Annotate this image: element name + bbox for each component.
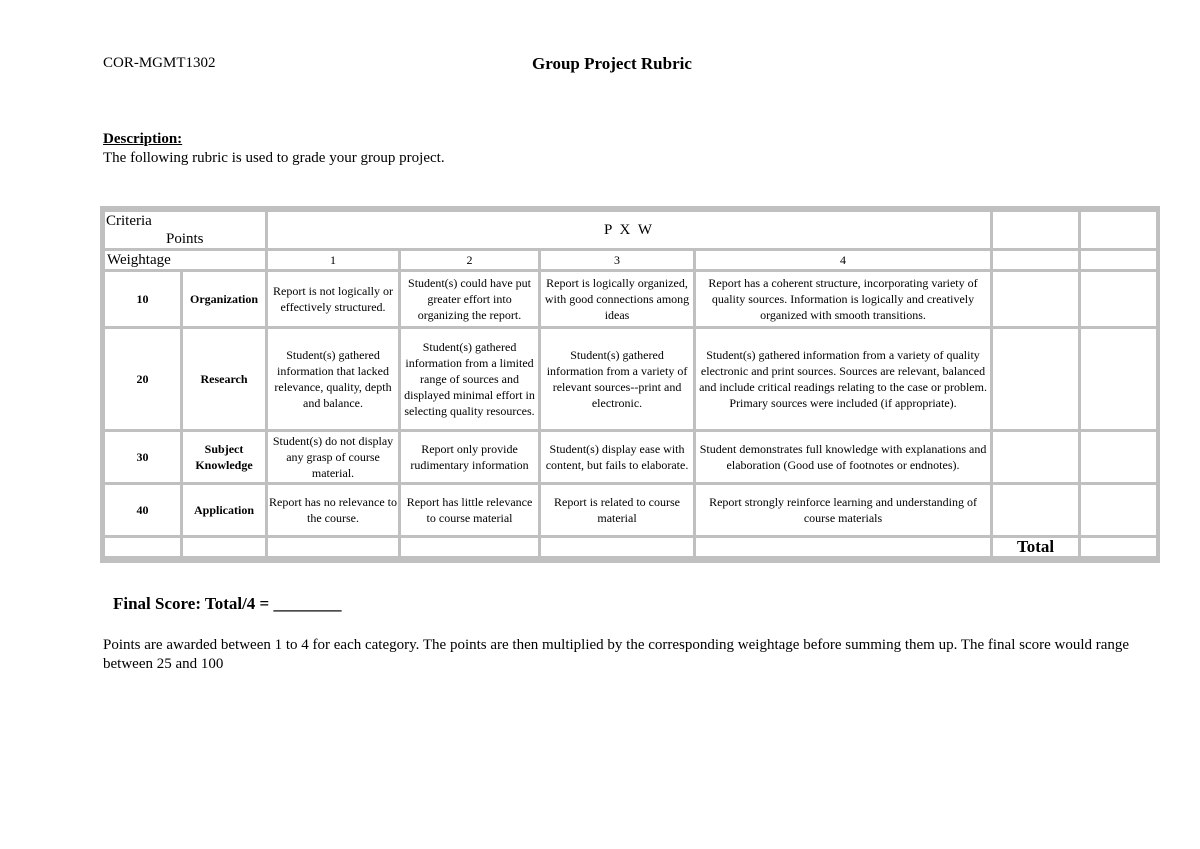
empty-cell: [399, 538, 539, 556]
point-level-3: 3: [539, 251, 694, 269]
category-label: Application: [181, 485, 266, 535]
extra-cell: [1079, 432, 1157, 482]
category-label: Subject Knowledge: [181, 432, 266, 482]
final-score: Final Score: Total/4 = ________: [113, 594, 342, 613]
extra-header-cell: [1079, 212, 1157, 248]
level-description: Report has a coherent structure, incorporating variety of quality sources. Information is logically and creatively organized with smooth transitions.: [694, 272, 991, 326]
level-description: Report is related to course material: [539, 485, 694, 535]
table-row: [103, 432, 1157, 482]
level-description: Student demonstrates full knowledge with explanations and elaboration (Good use of footnotes or endnotes).: [694, 432, 991, 482]
weightage-label: Weightage: [103, 251, 266, 269]
empty-cell: [181, 538, 266, 556]
extra-cell: [1079, 251, 1157, 269]
rubric-table-frame: [100, 206, 1160, 563]
point-level-4: 4: [694, 251, 991, 269]
level-description: Student(s) could have put greater effort into organizing the report.: [399, 272, 539, 326]
weight-value: 10: [103, 272, 181, 326]
level-description: Report only provide rudimentary information: [399, 432, 539, 482]
level-description: Student(s) gathered information that lacked relevance, quality, depth and balance.: [266, 329, 399, 429]
level-description: Report has no relevance to the course.: [266, 485, 399, 535]
table-row: [103, 485, 1157, 535]
extra-cell: [1079, 329, 1157, 429]
course-code: COR-MGMT1302: [103, 55, 216, 71]
score-cell: [991, 485, 1079, 535]
total-row: [103, 538, 1157, 556]
category-label: Organization: [181, 272, 266, 326]
level-description: Report strongly reinforce learning and understanding of course materials: [694, 485, 991, 535]
category-label: Research: [181, 329, 266, 429]
score-cell: [991, 251, 1079, 269]
score-cell: [991, 329, 1079, 429]
description-text: The following rubric is used to grade your group project.: [103, 150, 445, 166]
level-description: Student(s) gathered information from a variety of quality electronic and print sources. Sources are relevant, balanced and include critical readings relating to the case or problem. Primary sources were included (if appropriate).: [694, 329, 991, 429]
page-title: Group Project Rubric: [532, 54, 692, 73]
pxw-header: P X W: [266, 212, 991, 248]
empty-cell: [539, 538, 694, 556]
criteria-label: Criteria: [106, 213, 152, 229]
score-cell: [991, 432, 1079, 482]
extra-cell: [1079, 272, 1157, 326]
empty-cell: [266, 538, 399, 556]
weightage-row: [103, 251, 1157, 269]
description-label: Description:: [103, 131, 183, 147]
score-cell: [991, 272, 1079, 326]
point-level-1: 1: [266, 251, 399, 269]
weight-value: 40: [103, 485, 181, 535]
criteria-points-header: [103, 212, 266, 248]
level-description: Student(s) display ease with content, but fails to elaborate.: [539, 432, 694, 482]
empty-cell: [694, 538, 991, 556]
level-description: Report has little relevance to course material: [399, 485, 539, 535]
empty-cell: [103, 538, 181, 556]
point-level-2: 2: [399, 251, 539, 269]
rubric-table: [103, 209, 1157, 559]
score-header-cell: [991, 212, 1079, 248]
points-label: Points: [166, 231, 204, 247]
level-description: Report is logically organized, with good connections among ideas: [539, 272, 694, 326]
header-row: [103, 212, 1157, 248]
scoring-note: Points are awarded between 1 to 4 for each category. The points are then multiplied by the corresponding weightage before summing them up. The final score would range between 25 and 100: [103, 637, 1130, 672]
level-description: Student(s) gathered information from a limited range of sources and displayed minimal effort in selecting quality resources.: [399, 329, 539, 429]
level-description: Report is not logically or effectively structured.: [266, 272, 399, 326]
level-description: Student(s) do not display any grasp of course material.: [266, 432, 399, 482]
table-row: [103, 329, 1157, 429]
weight-value: 30: [103, 432, 181, 482]
total-label: Total: [991, 538, 1079, 556]
level-description: Student(s) gathered information from a variety of relevant sources--print and electronic.: [539, 329, 694, 429]
extra-cell: [1079, 485, 1157, 535]
table-row: [103, 272, 1157, 326]
total-value-cell: [1079, 538, 1157, 556]
weight-value: 20: [103, 329, 181, 429]
